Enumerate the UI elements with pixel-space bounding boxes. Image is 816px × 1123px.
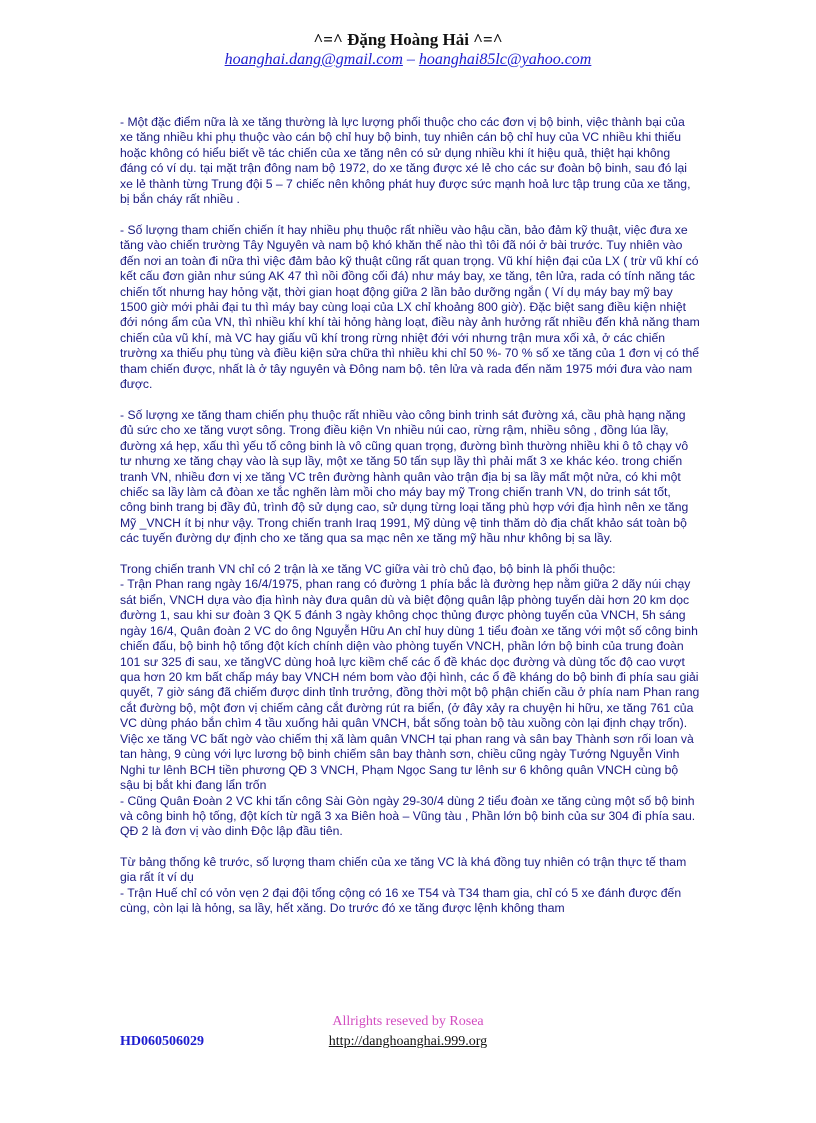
article-body xyxy=(120,115,700,917)
email-link-gmail[interactable]: hoanghai.dang@gmail.com xyxy=(224,51,403,68)
footer-website xyxy=(0,1034,816,1050)
paragraph-infantry-dependence: - Một đặc điểm nữa là xe tăng thường là lực lượng phối thuộc cho các đơn vị bộ binh, việc thành bại của xe tăng nhiều khi phụ thuộc vào cán bộ chỉ huy bộ binh, tuy nhiên cán bộ chỉ huy của VC nhiều khi thiếu hoặc không có hiểu biết về tác chiến của xe tăng nên có sử dụng nhiều khi ít hiệu quả, thiệt hại không đáng có ví dụ. tại mặt trận đông nam bộ 1972, do xe tăng được xé lẻ cho các sư đoàn bộ binh, sau đó lại xe lẻ thành từng Trung đội 5 – 7 chiếc nên không phát huy được sức mạnh hoả lưc tập trung của xe tăng, bị bắn cháy rất nhiều . xyxy=(120,115,691,207)
paragraph-engineering: - Số lượng xe tăng tham chiến phụ thuộc rất nhiều vào công binh trinh sát đường xá, cầu phà hạng nặng đủ sức cho xe tăng vượt sông. Trong điều kiện Vn nhiều núi cao, rừng rậm, nhiều sông , đồng lúa lầy, đường xá hẹp, xấu thì yếu tố công binh là vô cũng quan trọng, đường bình thường nhiều khi ô tô chạy vô tư nhưng xe tăng chạy vào là sụp lầy, một xe tăng 50 tấn sụp lầy thì phải mất 3 xe khác kéo. trong chiến tranh VN, nhiều đơn vị xe tăng VC trên đường hành quân vào trận địa bị sa lầy mất một nửa, có khi một chiếc sa lầy làm cả đòan xe tắc nghẽn làm mồi cho máy bay mỹ Trong chiến tranh VN, do trinh sát tốt, công binh trang bị đầy đủ, trình độ sử dụng cao, sử dụng từng loại tăng phù hợp với địa hình nên xe tăng Mỹ _VNCH ít bị như vậy. Trong chiến tranh Iraq 1991, Mỹ dùng vệ tinh thăm dò địa chất khảo sát toàn bộ các tuyến đường dự định cho xe tăng qua sa mạc nên xe tăng mỹ hầu như không bị sa lầy. xyxy=(120,407,689,546)
footer-document-code: HD060506029 xyxy=(120,1034,204,1049)
footer-copyright: Allrights reseved by Rosea xyxy=(332,1014,484,1029)
website-link[interactable]: http://danghoanghai.999.org xyxy=(328,1034,488,1049)
paragraph-main-battles: Trong chiến tranh VN chỉ có 2 trận là xe tăng VC giữa vài trò chủ đạo, bộ binh là phối thuộc: - Trận Phan rang ngày 16/4/1975, phan rang có đường 1 phía bắc là đường hẹp nằm giữa 2 dãy núi chạy sát biển, VNCH dựa vào địa hình này đưa quân dù và biệt động quân lập phòng tuyến dài hơn 20 km dọc đường 1, sau khi sư đoàn 3 QK 5 đánh 3 ngày không chọc thủng được phòng tuyến của VNCH, 5h sáng ngày 16/4, Quân đoàn 2 VC do ông Nguyễn Hữu An chỉ huy dùng 1 tiểu đoàn xe tăng với một số công binh chiến đấu, bộ binh hộ tống đột kích chính diện vào phòng tuyến VNCH, phần lớn bộ binh của trung đoàn 101 sư 325 đi sau, xe tăngVC dùng hoả lực kiềm chế các ổ đề khác dọc đường và dùng tốc độ cao vượt qua hơn 20 km bất chấp máy bay VNCH ném bom vào đội hình, các ổ đề kháng do bộ binh đi phía sau giải quyết, 7 giờ sáng đã chiếm được dinh tỉnh trưởng, đồng thời một bộ phận chiến cầu ở phía nam Phan rang cắt đường bộ, một đơn vị chiếm cảng cắt đường rút ra biển, (ở đây xảy ra chuyện hi hữu, xe tăng 761 của VC dùng pháo bắn chìm 4 tầu xuống hải quân VNCH, bắt sống toàn bộ tàu xuồng còn lại định chạy trốn). Việc xe tăng VC bất ngờ vào chiếm thị xã làm quân VNCH tại phan rang và sân bay Thành sơn rối loan và tan hàng, 9 cùng với lực lương bộ binh chiếm sân bay thành sơn, chiều cũng ngày Tướng Nguyễn Vinh Nghi tư lênh BCH tiền phương QĐ 3 VNCH, Phạm Ngọc Sang tư lênh sư 6 không quân VNCH cùng bộ sậu bị bắt khi đang lẩn trốn - Cũng Quân Đoàn 2 VC khi tấn công Sài Gòn ngày 29-30/4 dùng 2 tiểu đoàn xe tăng cùng một số bộ binh và công binh hộ tống, đột kích từ ngã 3 xa Biên hoà – Vũng tàu , Phần lớn bộ binh của sư 304 đi phía sau. QĐ 2 là đơn vị vào dinh Độc lập đầu tiên. xyxy=(120,561,700,839)
paragraph-logistics: - Số lượng tham chiến chiến ít hay nhiều phụ thuộc rất nhiều vào hậu cần, bảo đảm kỹ thuật, việc đưa xe tăng vào chiến trường Tây Nguyên và nam bộ khó khăn thế nào thì tôi đã nói ở bài trước. Tuy nhiên vào đến nơi an toàn đi nữa thì việc đảm bảo kỹ thuật cũng rất quan trọng. Vũ khí hiện đại của LX ( trừ vũ khí có kết cấu đơn giản như súng AK 47 thì nồi đồng cối đá) như máy bay, xe tăng, tên lửa, rada có tính năng tác chiến tốt nhưng hay hỏng vặt, thời gian hoạt động giữa 2 lần bảo dưỡng ngắn ( Ví dụ máy bay mỹ bay 1500 giờ mới phải đại tu thì máy bay cùng loại của LX chỉ khoảng 800 giờ). Đặc biệt sang điều kiện nhiệt đới nóng ẩm của VN, thì nhiều khí khí tài hỏng hàng loạt, điều này ảnh hưởng rất nhiều đến khả năng tham chiến của vũ khí, mà VC hay giấu vũ khí trong rừng nhiệt đới với nhưng trận mưa xối xả, ở các chiến trường xa thiếu phụ tùng và điều kiện sửa chữa thì nhiều khi chỉ 50 %- 70 % số xe tăng của 1 đơn vị có thể tham chiến được, nhất là ở tây nguyên và Đông nam bộ. tên lửa và rada đến năm 1975 mới đưa vào nam được. xyxy=(120,222,700,392)
contact-line xyxy=(0,51,816,69)
email-link-yahoo[interactable]: hoanghai85lc@yahoo.com xyxy=(418,51,592,68)
email-separator: – xyxy=(406,51,415,68)
author-title: ^=^ Đặng Hoàng Hải ^=^ xyxy=(313,30,503,49)
paragraph-statistics: Từ bảng thống kê trước, số lượng tham chiến của xe tăng VC là khá đồng tuy nhiên có trận thực tế tham gia rất ít ví dụ - Trận Huế chỉ có vỏn vẹn 2 đại đội tổng cộng có 16 xe T54 và T34 tham gia, chỉ có 5 xe đánh được đến cùng, còn lại là hỏng, sa lầy, hết xăng. Do trước đó xe tăng được lệnh không tham xyxy=(120,854,687,916)
